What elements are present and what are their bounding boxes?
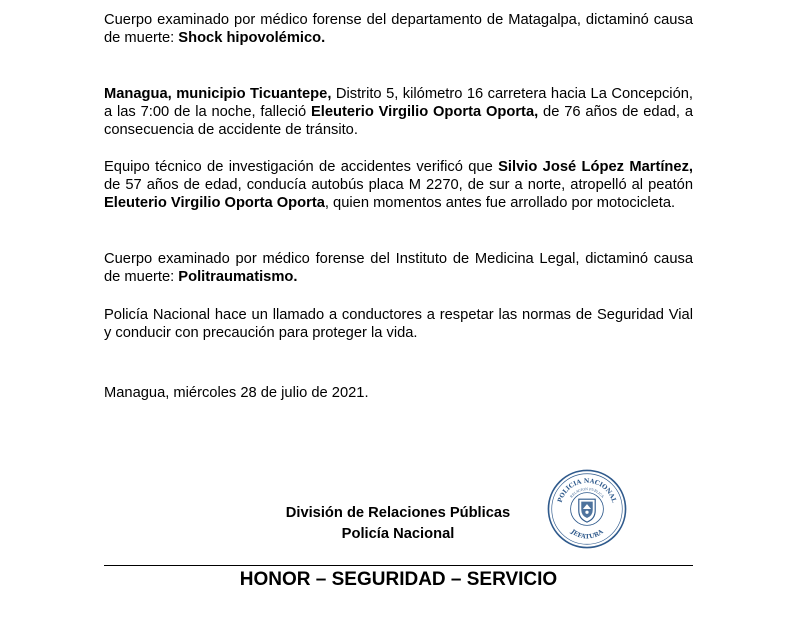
text-segment: Policía Nacional hace un llamado a conductores a respetar las normas de Seguridad Vial y conducir con precaución para proteger la vida. bbox=[104, 307, 693, 341]
text-segment: de 57 años de edad, conducía autobús placa M 2270, de sur a norte, atropelló al peatón bbox=[104, 177, 693, 193]
signature-institution: Policía Nacional bbox=[341, 526, 455, 542]
seal-bottom-text: JEFATURA bbox=[569, 528, 605, 541]
text-segment: Equipo técnico de investigación de accidentes verificó que bbox=[104, 159, 499, 175]
date-line bbox=[104, 384, 693, 402]
signature-division: División de Relaciones Públicas bbox=[285, 505, 511, 521]
text-segment: Managua, miércoles 28 de julio de 2021. bbox=[104, 385, 369, 401]
police-seal-icon bbox=[546, 468, 628, 550]
paragraph-accident-location bbox=[104, 85, 693, 139]
footer-motto: HONOR – SEGURIDAD – SERVICIO bbox=[239, 569, 558, 590]
text-segment: Cuerpo examinado por médico forense del departamento de Matagalpa, dictaminó causa de muerte: bbox=[104, 12, 693, 46]
cause-of-death-bold: Politraumatismo. bbox=[178, 269, 298, 285]
text-segment: , quien momentos antes fue arrollado por motocicleta. bbox=[324, 195, 676, 211]
victim-name-bold: Eleuterio Virgilio Oporta Oporta bbox=[104, 195, 325, 211]
text-segment: de 76 años de edad, a consecuencia de accidente de tránsito. bbox=[104, 104, 693, 138]
seal-top-text: POLICIA NACIONAL bbox=[556, 477, 618, 504]
text-segment: Cuerpo examinado por médico forense del Instituto de Medicina Legal, dictaminó causa de muerte: bbox=[104, 251, 693, 285]
location-bold: Managua, municipio Ticuantepe, bbox=[104, 86, 332, 102]
driver-name-bold: Silvio José López Martínez, bbox=[498, 159, 693, 175]
victim-name-bold: Eleuterio Virgilio Oporta Oporta, bbox=[310, 104, 539, 120]
paragraph-safety-call bbox=[104, 306, 693, 342]
cause-of-death-bold: Shock hipovolémico. bbox=[178, 30, 326, 46]
paragraph-investigation bbox=[104, 158, 693, 212]
footer-divider bbox=[104, 565, 693, 566]
seal-sub-text: RELACION PUBLICA bbox=[569, 487, 605, 499]
text-segment: Distrito 5, kilómetro 16 carretera hacia La Concepción, a las 7:00 de la noche, falleció bbox=[104, 86, 693, 120]
paragraph-forensic-legal-medicine bbox=[104, 250, 693, 286]
paragraph-forensic-matagalpa bbox=[104, 11, 693, 47]
